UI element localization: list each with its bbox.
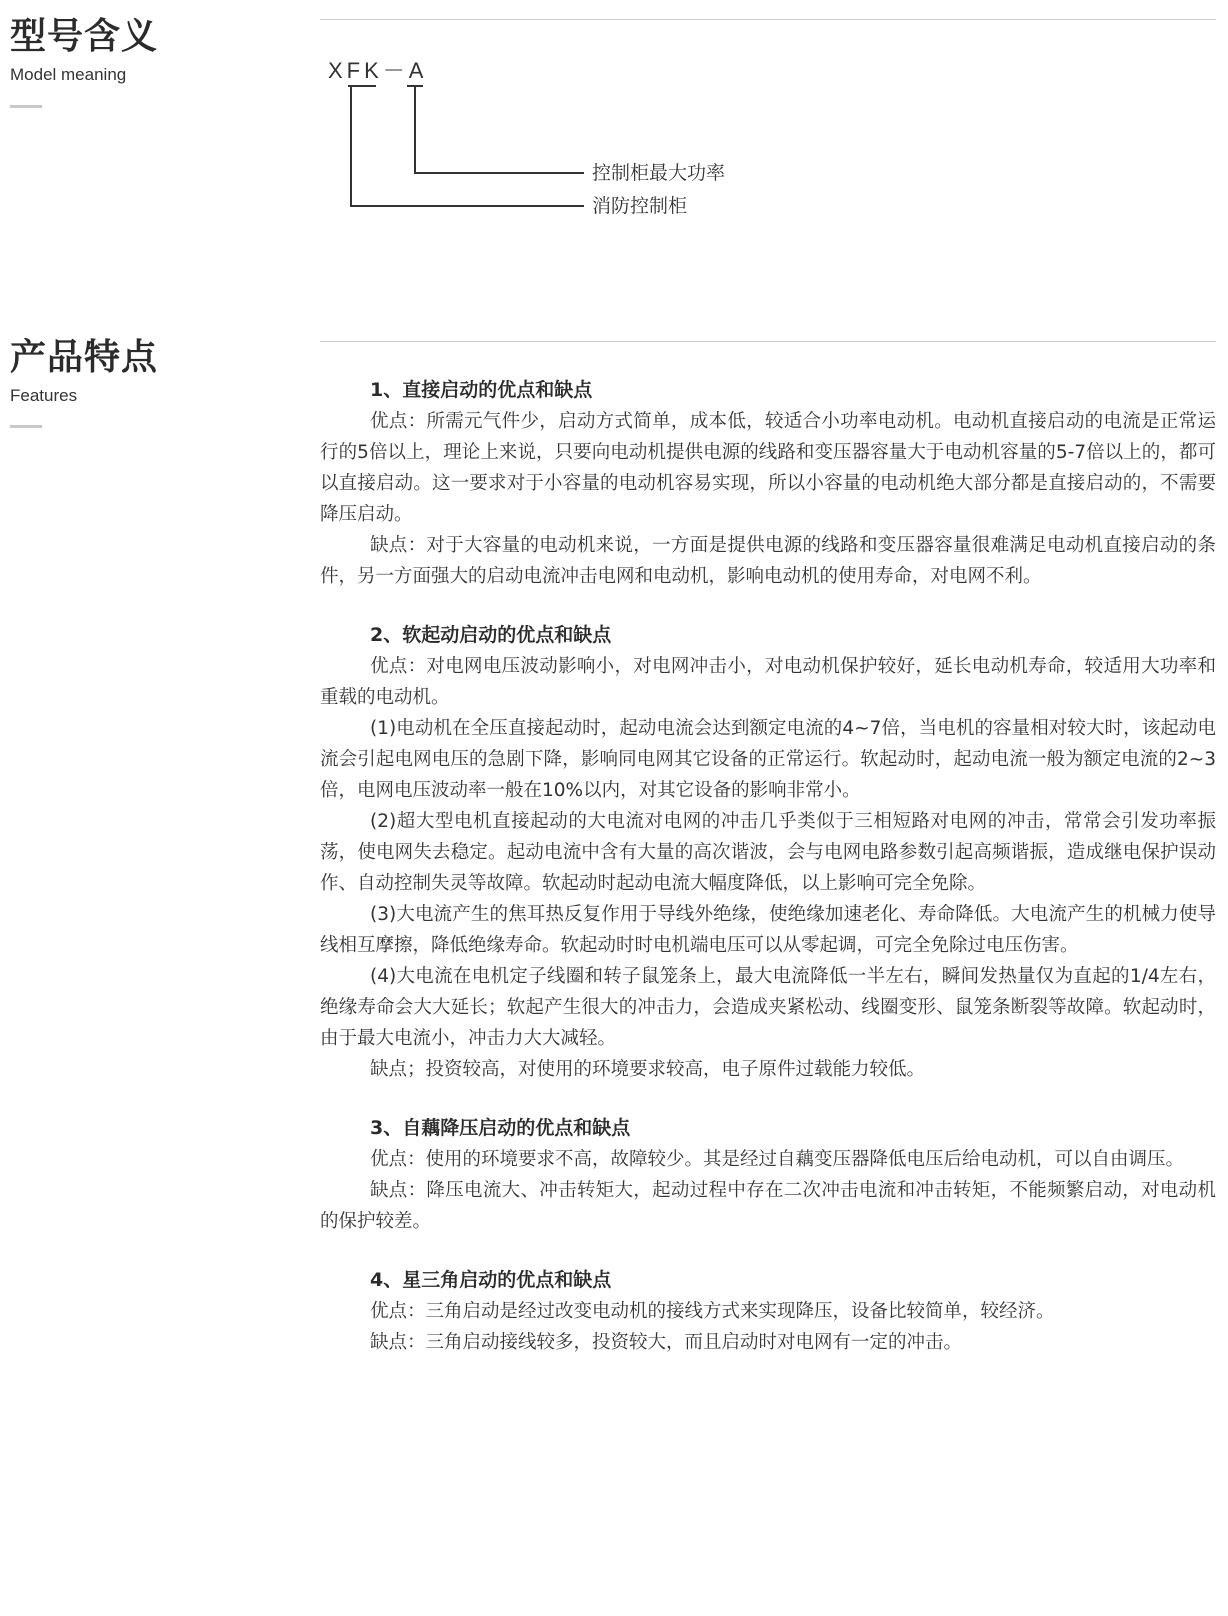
features-title: 产品特点 (10, 337, 159, 378)
model-section-rule (320, 19, 1216, 20)
feature-heading: 1、直接启动的优点和缺点 (370, 379, 593, 401)
feature-paragraph: 缺点；投资较高，对使用的环境要求较高，电子原件过载能力较低。 (370, 1059, 926, 1080)
feature-item-star-delta-start (320, 1265, 1216, 1358)
model-meaning-divider (10, 105, 42, 108)
model-meaning-title: 型号含义 (10, 16, 159, 57)
feature-paragraph: (1)电动机在全压直接起动时，起动电流会达到额定电流的4~7倍，当电机的容量相对较大时，该起动电流会引起电网电压的急剧下降，影响同电网其它设备的正常运行。软起动时，起动电流一般为额定电流的2~3倍，电网电压波动率一般在10%以内，对其它设备的影响非常小。 (320, 718, 1216, 801)
model-code: XFK－A (328, 58, 428, 83)
features-content (320, 375, 1216, 1386)
connector-xf-vertical (350, 86, 352, 206)
feature-heading: 3、自藕降压启动的优点和缺点 (370, 1117, 631, 1139)
feature-paragraph: 优点：所需元气件少，启动方式简单，成本低，较适合小功率电动机。电动机直接启动的电流是正常运行的5倍以上，理论上来说，只要向电动机提供电源的线路和变压器容量大于电动机容量的5-7倍以上的，都可以直接启动。这一要求对于小容量的电动机容易实现，所以小容量的电动机绝大部分都是直接启动的，不需要降压启动。 (320, 411, 1216, 525)
feature-paragraph: (2)超大型电机直接起动的大电流对电网的冲击几乎类似于三相短路对电网的冲击，常常会引发功率振荡，使电网失去稳定。起动电流中含有大量的高次谐波，会与电网电路参数引起高频谐振，造成继电保护误动作、自动控制失灵等故障。软起动时起动电流大幅度降低，以上影响可完全免除。 (320, 811, 1216, 894)
connector-a-vertical (414, 86, 416, 173)
feature-paragraph: 优点：对电网电压波动影响小，对电网冲击小，对电动机保护较好，延长电动机寿命，较适用大功率和重载的电动机。 (320, 656, 1216, 708)
features-subtitle: Features (10, 386, 78, 405)
feature-paragraph: 缺点：降压电流大、冲击转矩大，起动过程中存在二次冲击电流和冲击转矩，不能频繁启动，对电动机的保护较差。 (320, 1180, 1216, 1232)
model-label-max-power: 控制柜最大功率 (592, 162, 726, 184)
feature-paragraph: 缺点：对于大容量的电动机来说，一方面是提供电源的线路和变压器容量很难满足电动机直接启动的条件，另一方面强大的启动电流冲击电网和电动机，影响电动机的使用寿命，对电网不利。 (320, 535, 1216, 587)
connector-a-horizontal (414, 172, 584, 174)
connector-xf-horizontal (350, 205, 584, 207)
feature-item-autotransformer-start (320, 1113, 1216, 1237)
feature-item-soft-start (320, 620, 1216, 1085)
feature-paragraph: 缺点：三角启动接线较多，投资较大，而且启动时对电网有一定的冲击。 (370, 1332, 963, 1353)
features-divider (10, 425, 42, 428)
model-meaning-subtitle: Model meaning (10, 65, 127, 84)
feature-heading: 4、星三角启动的优点和缺点 (370, 1269, 612, 1291)
feature-item-direct-start (320, 375, 1216, 592)
feature-paragraph: (3)大电流产生的焦耳热反复作用于导线外绝缘，使绝缘加速老化、寿命降低。大电流产生的机械力使导线相互摩擦，降低绝缘寿命。软起动时时电机端电压可以从零起调，可完全免除过电压伤害。 (320, 904, 1216, 956)
features-section-rule (320, 341, 1216, 342)
model-label-fire-control-cabinet: 消防控制柜 (592, 195, 688, 217)
feature-heading: 2、软起动启动的优点和缺点 (370, 624, 612, 646)
code-underline-xf (348, 85, 376, 87)
feature-paragraph: 优点：三角启动是经过改变电动机的接线方式来实现降压，设备比较简单，较经济。 (370, 1301, 1055, 1322)
feature-paragraph: (4)大电流在电机定子线圈和转子鼠笼条上，最大电流降低一半左右，瞬间发热量仅为直起的1/4左右，绝缘寿命会大大延长；软起产生很大的冲击力，会造成夹紧松动、线圈变形、鼠笼条断裂等故障。软起动时，由于最大电流小，冲击力大大减轻。 (320, 966, 1216, 1049)
feature-paragraph: 优点：使用的环境要求不高，故障较少。其是经过自藕变压器降低电压后给电动机，可以自由调压。 (370, 1149, 1185, 1170)
